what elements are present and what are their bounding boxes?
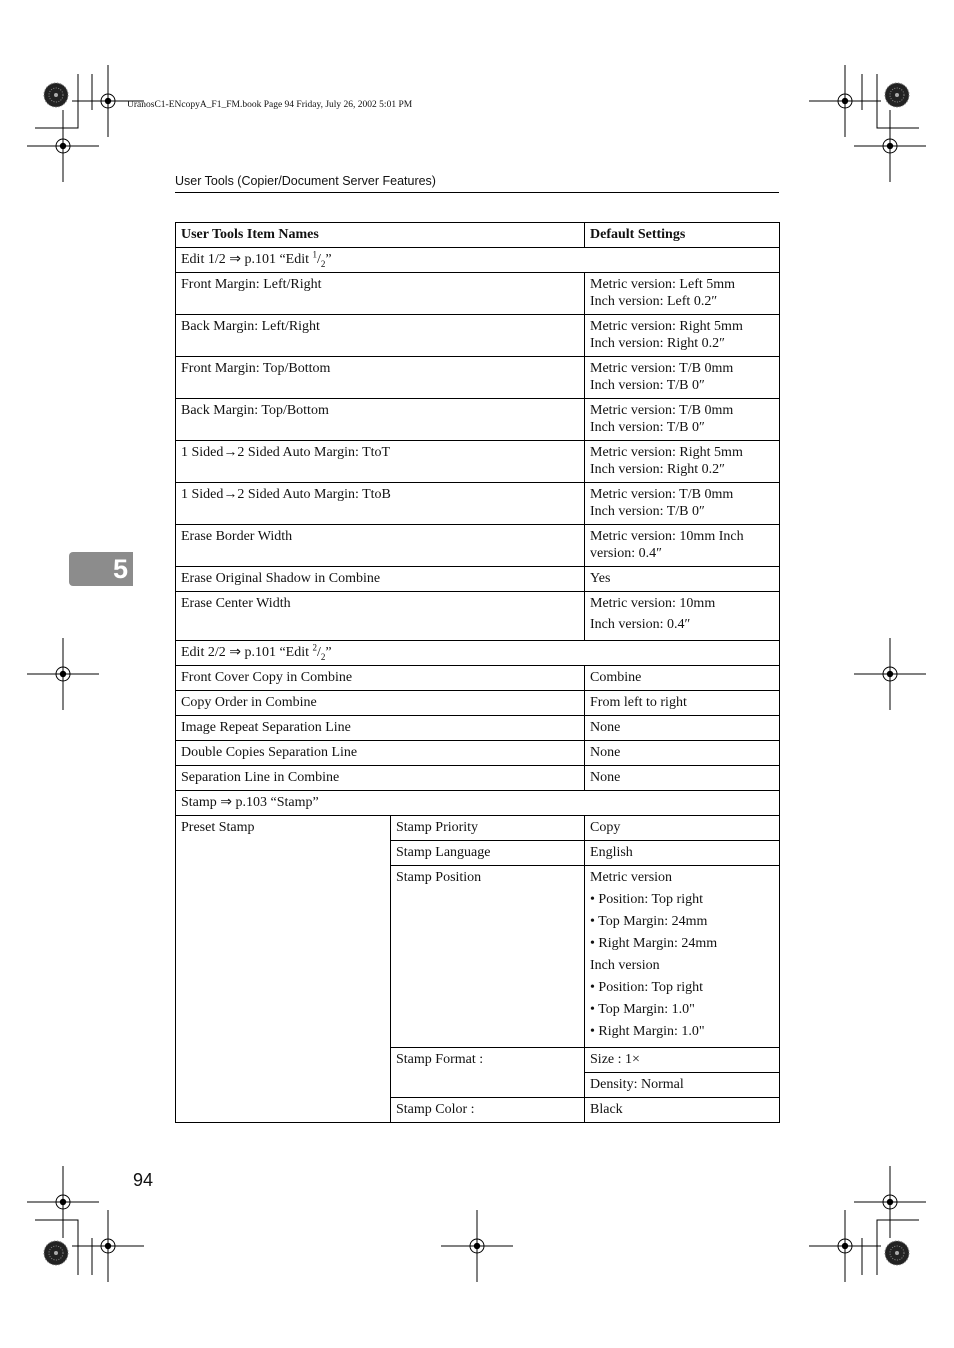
chapter-number: 5 <box>112 554 128 584</box>
preset-stamp-label: Preset Stamp <box>176 816 391 1123</box>
default-setting: Combine <box>585 666 780 691</box>
sub-item-name: Stamp Language <box>391 841 585 866</box>
item-name: Back Margin: Top/Bottom <box>176 399 585 441</box>
table-row <box>176 315 780 357</box>
column-header-item-names: User Tools Item Names <box>176 223 585 248</box>
item-name: 1 Sided→2 Sided Auto Margin: TtoB <box>176 483 585 525</box>
item-name: Erase Original Shadow in Combine <box>176 567 585 592</box>
item-name: Front Margin: Left/Right <box>176 273 585 315</box>
default-setting: From left to right <box>585 691 780 716</box>
default-setting: Density: Normal <box>585 1073 780 1098</box>
item-name: Double Copies Separation Line <box>176 741 585 766</box>
default-setting: Size : 1× <box>585 1048 780 1073</box>
item-name: 1 Sided→2 Sided Auto Margin: TtoT <box>176 441 585 483</box>
sub-item-name: Stamp Color : <box>391 1098 585 1123</box>
section-edit-2: Edit 2/2 ⇒ p.101 “Edit $^2/_2$” <box>176 641 780 666</box>
item-name: Copy Order in Combine <box>176 691 585 716</box>
header-rule <box>175 192 779 193</box>
user-tools-settings-table <box>175 222 780 1123</box>
sub-item-name: Stamp Position <box>391 866 585 1048</box>
default-setting: Metric version: Right 5mm Inch version: Right 0.2″ <box>585 315 780 357</box>
sub-item-name: Stamp Priority <box>391 816 585 841</box>
table-row <box>176 716 780 741</box>
default-setting: English <box>585 841 780 866</box>
table-row <box>176 666 780 691</box>
default-setting: Metric version: Left 5mm Inch version: Left 0.2″ <box>585 273 780 315</box>
item-name: Separation Line in Combine <box>176 766 585 791</box>
print-info-line: UranosC1-ENcopyA_F1_FM.book Page 94 Friday, July 26, 2002 5:01 PM <box>127 100 413 110</box>
default-setting: None <box>585 716 780 741</box>
section-edit-1: Edit 1/2 ⇒ p.101 “Edit $^1/_2$” <box>176 248 780 273</box>
table-row <box>176 399 780 441</box>
section-row-edit-1 <box>176 248 780 273</box>
default-setting: None <box>585 766 780 791</box>
table-row <box>176 741 780 766</box>
table-row <box>176 273 780 315</box>
default-setting: Metric version: Right 5mm Inch version: Right 0.2″ <box>585 441 780 483</box>
column-header-default-settings: Default Settings <box>585 223 780 248</box>
section-stamp: Stamp ⇒ p.103 “Stamp” <box>176 791 780 816</box>
table-row <box>176 766 780 791</box>
table-row <box>176 567 780 592</box>
default-setting: Metric version: T/B 0mm Inch version: T/B 0″ <box>585 357 780 399</box>
default-setting: Metric version: T/B 0mm Inch version: T/B 0″ <box>585 483 780 525</box>
section-row-stamp <box>176 791 780 816</box>
table-row <box>176 483 780 525</box>
page-number: 94 <box>133 1170 154 1190</box>
sub-item-name: Stamp Format : <box>391 1048 585 1098</box>
section-row-edit-2 <box>176 641 780 666</box>
table-header-row <box>176 223 780 248</box>
default-setting: Black <box>585 1098 780 1123</box>
table-row <box>176 691 780 716</box>
item-name: Erase Border Width <box>176 525 585 567</box>
table-row <box>176 357 780 399</box>
table-row <box>176 592 780 641</box>
default-setting: Metric version: 10mm Inch version: 0.4″ <box>585 525 780 567</box>
item-name: Image Repeat Separation Line <box>176 716 585 741</box>
item-name: Front Cover Copy in Combine <box>176 666 585 691</box>
default-setting: Metric version: T/B 0mm Inch version: T/B 0″ <box>585 399 780 441</box>
table-row <box>176 441 780 483</box>
item-name: Erase Center Width <box>176 592 585 641</box>
running-header: User Tools (Copier/Document Server Features) <box>175 174 436 188</box>
table-row <box>176 525 780 567</box>
item-name: Back Margin: Left/Right <box>176 315 585 357</box>
chapter-tab <box>69 552 133 586</box>
default-setting: Yes <box>585 567 780 592</box>
default-setting: Metric version: 10mm Inch version: 0.4″ <box>585 592 780 641</box>
default-setting: Copy <box>585 816 780 841</box>
default-setting <box>585 866 780 1048</box>
table-row <box>176 816 780 841</box>
stamp-position-values: Metric version • Position: Top right • Top Margin: 24mm • Right Margin: 24mm Inch version • Position: Top right • Top Margin: 1.0" • Right Margin: 1.0" <box>590 870 718 1039</box>
item-name: Front Margin: Top/Bottom <box>176 357 585 399</box>
default-setting: None <box>585 741 780 766</box>
